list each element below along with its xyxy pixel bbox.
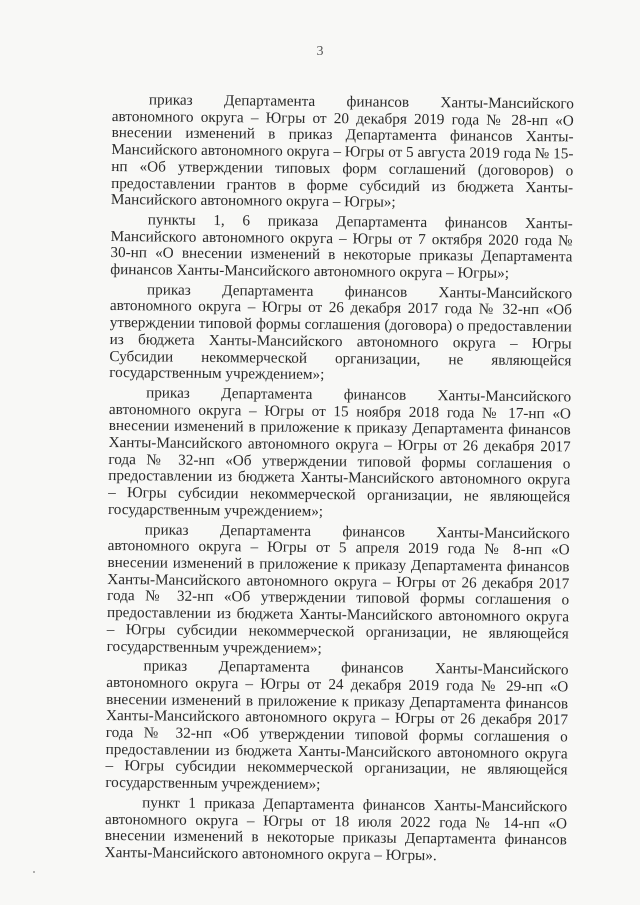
paragraph-2: пункты 1, 6 приказа Департамента финансов Ханты-Мансийского автономного округа – Югры от 7 октября 2020 года № 30-нп «О внесении изменений в некоторые приказы Департамента финансов Ханты-Мансийского автономного округа – Югры»; bbox=[110, 211, 573, 282]
page-number: 3 bbox=[316, 44, 324, 59]
paragraph-1: приказ Департамента финансов Ханты-Мансийского автономного округа – Югры от 20 декабря 2019 года № 28-нп «О внесении изменений в приказ Департамента финансов Ханты-Мансийского автономного округа – Югры от 5 августа 2019 года № 15-нп «Об утверждении типовых форм соглашений (договоров) о предоставлении грантов в форме субсидий из бюджета Ханты-Мансийского автономного округа – Югры»; bbox=[110, 91, 574, 211]
paragraph-6: приказ Департамента финансов Ханты-Мансийского автономного округа – Югры от 24 декабря 2019 года № 29-нп «О внесении изменений в приложение к приказу Департамента финансов Ханты-Мансийского автономного округа – Югры от 26 декабря 2017 года № 32-нп «Об утверждении типовой формы соглашения о предоставлении из бюджета Ханты-Мансийского автономного округа – Югры субсидии некоммерческой организации, не являющейся государственным учреждением»; bbox=[105, 657, 569, 794]
paragraph-7: пункт 1 приказа Департамента финансов Ханты-Мансийского автономного округа – Югры от 18 июля 2022 года № 14-нп «О внесении изменений в некоторые приказы Департамента финансов Ханты-Мансийского автономного округа – Югры». bbox=[104, 794, 568, 865]
document-body bbox=[105, 92, 574, 866]
paragraph-5: приказ Департамента финансов Ханты-Мансийского автономного округа – Югры от 5 апреля 2019 года № 8-нп «О внесении изменений в приложение к приказу Департамента финансов Ханты-Мансийского автономного округа – Югры от 26 декабря 2017 года № 32-нп «Об утверждении типовой формы соглашения о предоставлении из бюджета Ханты-Мансийского автономного округа – Югры субсидии некоммерческой организации, не являющейся государственным учреждением»; bbox=[106, 520, 570, 657]
paragraph-3: приказ Департамента финансов Ханты-Мансийского автономного округа – Югры от 26 декабря 2017 года № 32-нп «Об утверждении типовой формы соглашения (договора) о предоставлении из бюджета Ханты-Мансийского автономного округа – Югры Субсидии некоммерческой организации, не являющейся государственным учреждением»; bbox=[109, 281, 573, 384]
scan-speck bbox=[33, 871, 35, 873]
paragraph-4: приказ Департамента финансов Ханты-Мансийского автономного округа – Югры от 15 ноября 2018 года № 17-нп «О внесении изменений в приложение к приказу Департамента финансов Ханты-Мансийского автономного округа – Югры от 26 декабря 2017 года № 32-нп «Об утверждении типовой формы соглашения о предоставлении из бюджета Ханты-Мансийского автономного округа – Югры субсидии некоммерческой организации, не являющейся государственным учреждением»; bbox=[107, 384, 572, 520]
